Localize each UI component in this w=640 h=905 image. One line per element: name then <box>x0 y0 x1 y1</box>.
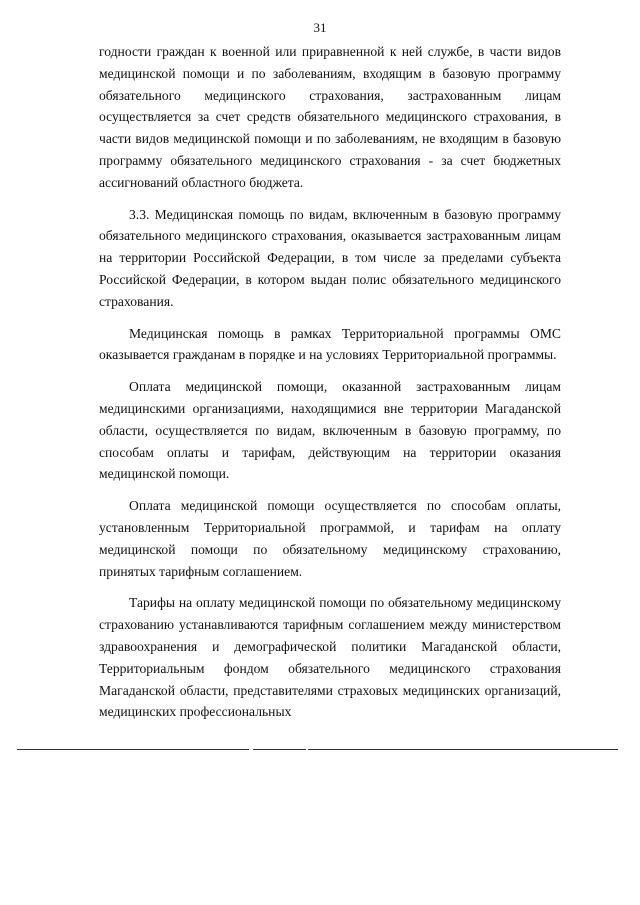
paragraph-payment-methods: Оплата медицинской помощи осуществляется по способам оплаты, установленным Территориальной программой, и тарифам на оплату медицинской помощи по обязательному медицинскому страхованию, принятых тарифным соглашением. <box>99 498 561 579</box>
document-body <box>99 41 561 723</box>
footer-divider-right <box>308 749 618 750</box>
page-number: 31 <box>313 20 327 35</box>
paragraph-tariffs: Тарифы на оплату медицинской помощи по обязательному медицинскому страхованию устанавливаются тарифным соглашением между министерством здравоохранения и демографической политики Магаданской области, Территориальным фондом обязательного медицинского страхования Магаданской области, представителями страховых медицинских организаций, медицинских профессиональных <box>99 595 561 720</box>
paragraph-3-3: 3.3. Медицинская помощь по видам, включенным в базовую программу обязательного медицинского страхования, оказывается застрахованным лицам на территории Российской Федерации, в том числе за пределами субъекта Российской Федерации, в котором выдан полис обязательного медицинского страхования. <box>99 206 561 309</box>
footer-divider-middle <box>253 749 306 750</box>
paragraph-continuation: годности граждан к военной или приравненной к ней службе, в части видов медицинской помощи и по заболеваниям, входящим в базовую программу обязательного медицинского страхования, застрахованным лицам осуществляется за счет средств обязательного медицинского страхования, в части видов медицинской помощи и по заболеваниям, не входящим в базовую программу обязательного медицинского страхования - за счет бюджетных ассигнований областного бюджета. <box>99 44 561 190</box>
paragraph-payment-outside-region: Оплата медицинской помощи, оказанной застрахованным лицам медицинскими организациями, находящимися вне территории Магаданской области, осуществляется по видам, включенным в базовую программу, по способам оплаты и тарифам, действующим на территории оказания медицинской помощи. <box>99 379 561 482</box>
paragraph-oms-program: Медицинская помощь в рамках Территориальной программы ОМС оказывается гражданам в порядке и на условиях Территориальной программы. <box>99 325 561 363</box>
footer-divider-left <box>17 749 249 750</box>
